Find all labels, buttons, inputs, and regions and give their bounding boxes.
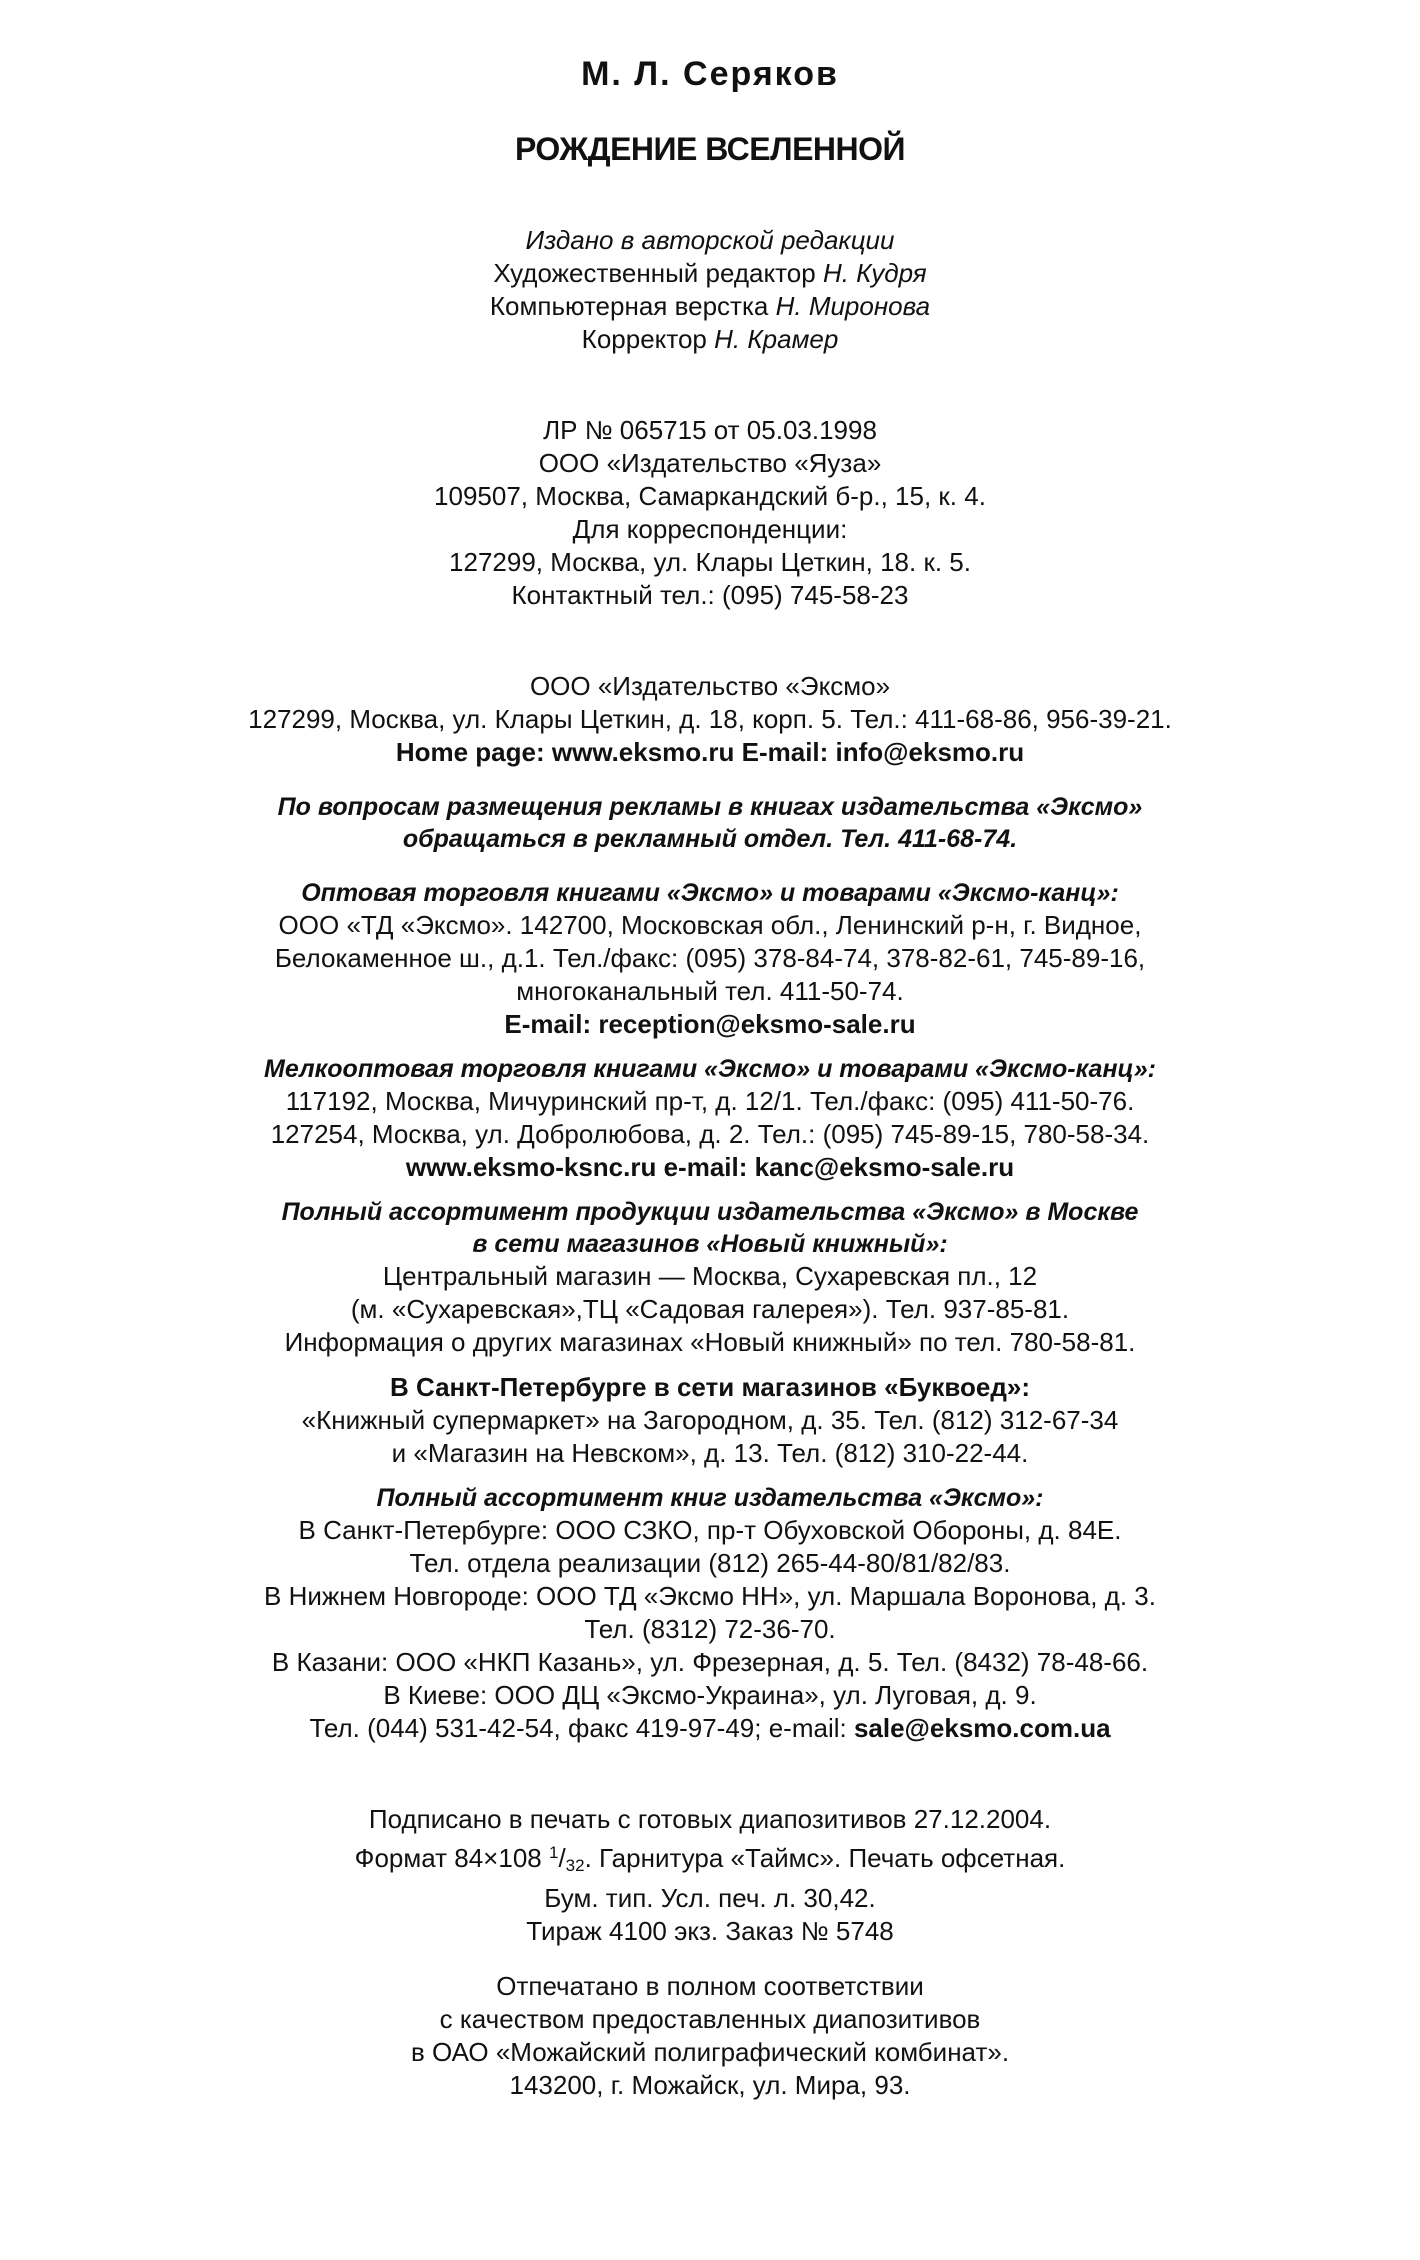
- printer-line-3: в ОАО «Можайский полиграфический комбинат».: [410, 2037, 1010, 2067]
- moscow-heading-2: в сети магазинов «Новый книжный»:: [472, 1230, 948, 1258]
- printing-line-3: Бум. тип. Усл. печ. л. 30,42.: [544, 1883, 876, 1913]
- eksmo-block: [0, 670, 1420, 769]
- wholesale-line-3: многоканальный тел. 411-50-74.: [516, 976, 904, 1006]
- printing-format-line: [0, 1836, 1420, 1882]
- layout-name: Н. Миронова: [775, 291, 931, 321]
- small-wholesale-block: [0, 1053, 1420, 1184]
- printing-line-1: Подписано в печать с готовых диапозитивов 27.12.2004.: [368, 1804, 1052, 1834]
- regional-nn-2: Тел. (8312) 72-36-70.: [584, 1614, 836, 1644]
- proofreader-line: [0, 323, 1420, 356]
- printer-block: [0, 1970, 1420, 2102]
- spb-line-1: «Книжный супермаркет» на Загородном, д. 35. Тел. (812) 312-67-34: [301, 1405, 1119, 1435]
- yauza-block: [0, 414, 1420, 612]
- yauza-address: 109507, Москва, Самаркандский б-р., 15, к. 4.: [434, 481, 986, 511]
- art-editor-name: Н. Кудря: [822, 258, 927, 288]
- spb-heading: В Санкт-Петербурге в сети магазинов «Буквоед»:: [389, 1372, 1031, 1402]
- art-editor-line: [0, 257, 1420, 290]
- spb-retail-block: [0, 1371, 1420, 1470]
- advertising-line-2: обращаться в рекламный отдел. Тел. 411-68-74.: [402, 825, 1018, 853]
- regional-block: [0, 1482, 1420, 1745]
- layout-label: Компьютерная верстка: [489, 291, 769, 321]
- proofreader-label: Корректор: [581, 324, 707, 354]
- moscow-heading-1: Полный ассортимент продукции издательства «Эксмо» в Москве: [281, 1198, 1139, 1226]
- format-separator: /: [558, 1843, 566, 1873]
- advertising-line-1: По вопросам размещения рекламы в книгах издательства «Эксмо»: [277, 793, 1143, 821]
- format-denominator: 32: [565, 1856, 585, 1875]
- format-numerator: 1: [548, 1843, 559, 1862]
- small-wholesale-line-2: 127254, Москва, ул. Добролюбова, д. 2. Тел.: (095) 745-89-15, 780-58-34.: [270, 1119, 1150, 1149]
- moscow-retail-block: [0, 1196, 1420, 1359]
- contact-phone: Контактный тел.: (095) 745-58-23: [511, 580, 909, 610]
- printing-line-4: Тираж 4100 экз. Заказ № 5748: [526, 1916, 894, 1946]
- spb-line-2: и «Магазин на Невском», д. 13. Тел. (812) 310-22-44.: [391, 1438, 1029, 1468]
- advertising-block: [0, 791, 1420, 855]
- regional-nn-1: В Нижнем Новгороде: ООО ТД «Эксмо НН», ул. Маршала Воронова, д. 3.: [264, 1581, 1156, 1611]
- wholesale-block: [0, 877, 1420, 1041]
- printing-block: [0, 1803, 1420, 1948]
- regional-heading: Полный ассортимент книг издательства «Эксмо»:: [376, 1484, 1044, 1512]
- small-wholesale-web: www.eksmo-ksnc.ru e-mail: kanc@eksmo-sale.ru: [405, 1152, 1015, 1182]
- correspondence-label: Для корреспонденции:: [572, 514, 848, 544]
- printer-line-2: с качеством предоставленных диапозитивов: [439, 2004, 981, 2034]
- imprint-column: [0, 52, 1420, 2102]
- layout-line: [0, 290, 1420, 323]
- printer-line-1: Отпечатано в полном соответствии: [496, 1971, 924, 2001]
- correspondence-address: 127299, Москва, ул. Клары Цеткин, 18. к. 5.: [449, 547, 971, 577]
- regional-spb-1: В Санкт-Петербурге: ООО СЗКО, пр-т Обуховской Обороны, д. 84Е.: [298, 1515, 1122, 1545]
- printer-line-4: 143200, г. Можайск, ул. Мира, 93.: [509, 2070, 911, 2100]
- regional-kiev-1: В Киеве: ООО ДЦ «Эксмо-Украина», ул. Луговая, д. 9.: [383, 1680, 1037, 1710]
- regional-kiev-email: sale@eksmo.com.ua: [853, 1713, 1111, 1743]
- wholesale-line-2: Белокаменное ш., д.1. Тел./факс: (095) 378-84-74, 378-82-61, 745-89-16,: [274, 943, 1146, 973]
- format-prefix: Формат 84×108: [354, 1843, 549, 1873]
- book-title: РОЖДЕНИЕ ВСЕЛЕННОЙ: [514, 131, 906, 167]
- yauza-publisher: ООО «Издательство «Яуза»: [538, 448, 882, 478]
- wholesale-heading: Оптовая торговля книгами «Эксмо» и товарами «Эксмо-канц»:: [301, 879, 1119, 907]
- author-name: М. Л. Серяков: [581, 55, 839, 93]
- edition-note: Издано в авторской редакции: [525, 225, 895, 255]
- small-wholesale-line-1: 117192, Москва, Мичуринский пр-т, д. 12/1. Тел./факс: (095) 411-50-76.: [285, 1086, 1135, 1116]
- wholesale-line-1: ООО «ТД «Эксмо». 142700, Московская обл., Ленинский р-н, г. Видное,: [278, 910, 1142, 940]
- small-wholesale-heading: Мелкооптовая торговля книгами «Эксмо» и товарами «Эксмо-канц»:: [264, 1055, 1156, 1083]
- format-suffix: . Гарнитура «Таймс». Печать офсетная.: [584, 1843, 1066, 1873]
- eksmo-publisher: ООО «Издательство «Эксмо»: [529, 671, 891, 701]
- moscow-line-1: Центральный магазин — Москва, Сухаревская пл., 12: [382, 1261, 1038, 1291]
- eksmo-address: 127299, Москва, ул. Клары Цеткин, д. 18, корп. 5. Тел.: 411-68-86, 956-39-21.: [248, 704, 1172, 734]
- regional-kazan: В Казани: ООО «НКП Казань», ул. Фрезерная, д. 5. Тел. (8432) 78-48-66.: [271, 1647, 1149, 1677]
- credits-block: [0, 224, 1420, 356]
- regional-kiev-2-text: Тел. (044) 531-42-54, факс 419-97-49; e-mail:: [309, 1713, 854, 1743]
- regional-spb-2: Тел. отдела реализации (812) 265-44-80/81/82/83.: [409, 1548, 1011, 1578]
- regional-kiev-2: [0, 1712, 1420, 1745]
- proofreader-name: Н. Крамер: [714, 324, 839, 354]
- moscow-line-3: Информация о других магазинах «Новый книжный» по тел. 780-58-81.: [284, 1327, 1136, 1357]
- wholesale-email: E-mail: reception@eksmo-sale.ru: [504, 1009, 916, 1039]
- art-editor-label: Художественный редактор: [493, 258, 816, 288]
- eksmo-web: Home page: www.eksmo.ru E-mail: info@eksmo.ru: [395, 737, 1025, 767]
- license-line: ЛР № 065715 от 05.03.1998: [543, 415, 877, 445]
- moscow-line-2: (м. «Сухаревская»,ТЦ «Садовая галерея»). Тел. 937-85-81.: [350, 1294, 1070, 1324]
